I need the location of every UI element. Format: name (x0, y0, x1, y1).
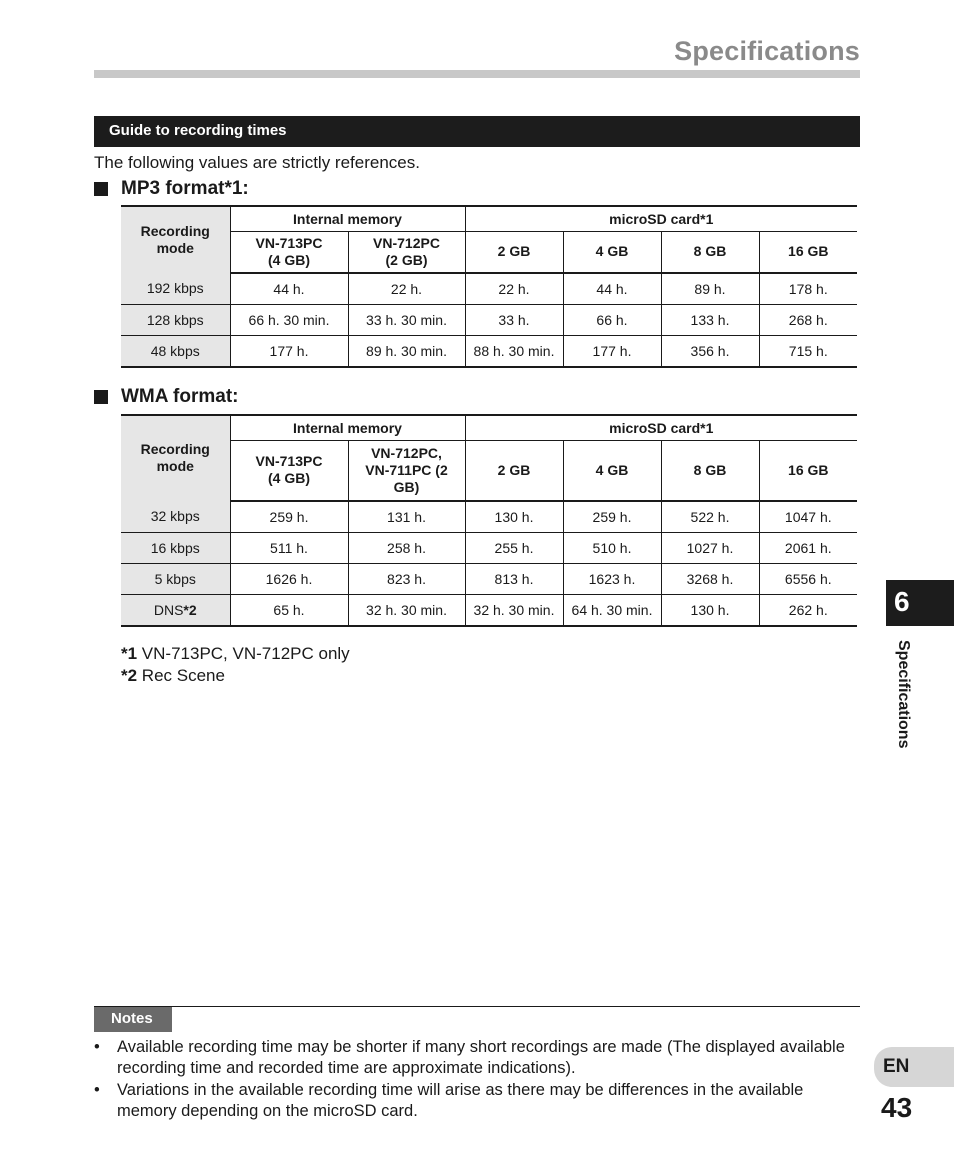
time-cell: 22 h. (348, 273, 465, 305)
mode-cell: 192 kbps (121, 273, 230, 305)
table-row (121, 501, 857, 533)
table-row (121, 594, 857, 626)
notes-rule (94, 1006, 860, 1007)
time-cell: 715 h. (759, 335, 857, 367)
square-bullet-icon (94, 182, 108, 196)
card-header: 4 GB (563, 441, 661, 501)
mp3-table (121, 205, 857, 368)
model-header: VN-712PC (2 GB) (348, 232, 465, 273)
wma-heading-text: WMA format: (121, 386, 239, 407)
time-cell: 255 h. (465, 532, 563, 563)
chapter-label: Specifications (895, 640, 912, 749)
notes-list (94, 1037, 854, 1123)
chapter-number: 6 (894, 586, 910, 617)
time-cell: 3268 h. (661, 563, 759, 594)
card-header: 2 GB (465, 441, 563, 501)
notes-label-text: Notes (111, 1010, 153, 1027)
time-cell: 66 h. (563, 304, 661, 335)
card-header: 2 GB (465, 232, 563, 273)
list-item: • Available recording time may be shorter if many short recordings are made (The displayed available recording time and recorded time are approximate indications). (94, 1037, 854, 1079)
language-tab (874, 1047, 954, 1087)
chapter-tab (886, 580, 954, 626)
footnote-marker: *2 (183, 601, 197, 618)
model-header: VN-712PC, VN-711PC (2 GB) (348, 441, 465, 501)
time-cell: 88 h. 30 min. (465, 335, 563, 367)
time-cell: 130 h. (661, 594, 759, 626)
microsd-header: microSD card*1 (465, 206, 857, 232)
card-header: 16 GB (759, 441, 857, 501)
table-row (121, 563, 857, 594)
time-cell: 813 h. (465, 563, 563, 594)
time-cell: 44 h. (230, 273, 348, 305)
mode-cell: 32 kbps (121, 501, 230, 533)
mp3-heading (94, 178, 249, 200)
card-header: 4 GB (563, 232, 661, 273)
time-cell: 130 h. (465, 501, 563, 533)
footnote: *2 Rec Scene (121, 666, 225, 685)
mp3-heading-text: MP3 format*1: (121, 178, 249, 199)
intro-text: The following values are strictly references. (94, 153, 420, 172)
microsd-header: microSD card*1 (465, 415, 857, 441)
card-header: 16 GB (759, 232, 857, 273)
time-cell: 259 h. (563, 501, 661, 533)
time-cell: 44 h. (563, 273, 661, 305)
footnotes (121, 643, 350, 687)
time-cell: 1626 h. (230, 563, 348, 594)
time-cell: 510 h. (563, 532, 661, 563)
time-cell: 33 h. 30 min. (348, 304, 465, 335)
wma-heading (94, 386, 239, 408)
time-cell: 1047 h. (759, 501, 857, 533)
section-bar (94, 116, 860, 147)
time-cell: 1027 h. (661, 532, 759, 563)
time-cell: 32 h. 30 min. (465, 594, 563, 626)
time-cell: 259 h. (230, 501, 348, 533)
notes-label (94, 1007, 172, 1032)
card-header: 8 GB (661, 441, 759, 501)
language-code: EN (883, 1056, 910, 1077)
time-cell: 1623 h. (563, 563, 661, 594)
wma-table (121, 414, 857, 627)
time-cell: 262 h. (759, 594, 857, 626)
square-bullet-icon (94, 390, 108, 404)
time-cell: 133 h. (661, 304, 759, 335)
time-cell: 178 h. (759, 273, 857, 305)
mode-cell: 128 kbps (121, 304, 230, 335)
mode-cell: 16 kbps (121, 532, 230, 563)
mode-cell: DNS*2 (121, 594, 230, 626)
time-cell: 32 h. 30 min. (348, 594, 465, 626)
time-cell: 177 h. (230, 335, 348, 367)
time-cell: 177 h. (563, 335, 661, 367)
table-row (121, 335, 857, 367)
time-cell: 258 h. (348, 532, 465, 563)
time-cell: 268 h. (759, 304, 857, 335)
footnote: *1 VN-713PC, VN-712PC only (121, 644, 350, 663)
table-row (121, 532, 857, 563)
time-cell: 2061 h. (759, 532, 857, 563)
time-cell: 33 h. (465, 304, 563, 335)
time-cell: 356 h. (661, 335, 759, 367)
list-item: • Variations in the available recording time will arise as there may be differences in the available memory depending on the microSD card. (94, 1080, 854, 1122)
mode-cell: 5 kbps (121, 563, 230, 594)
table-row (121, 273, 857, 305)
time-cell: 89 h. 30 min. (348, 335, 465, 367)
time-cell: 64 h. 30 min. (563, 594, 661, 626)
time-cell: 22 h. (465, 273, 563, 305)
time-cell: 522 h. (661, 501, 759, 533)
table-row (121, 304, 857, 335)
header-rule (94, 70, 860, 78)
mode-header: Recording mode (121, 206, 230, 273)
section-title: Guide to recording times (109, 122, 287, 139)
model-header: VN-713PC (4 GB) (230, 232, 348, 273)
time-cell: 6556 h. (759, 563, 857, 594)
card-header: 8 GB (661, 232, 759, 273)
page-number: 43 (881, 1092, 913, 1123)
time-cell: 511 h. (230, 532, 348, 563)
mode-cell: 48 kbps (121, 335, 230, 367)
mode-header: Recording mode (121, 415, 230, 501)
internal-memory-header: Internal memory (230, 206, 465, 232)
internal-memory-header: Internal memory (230, 415, 465, 441)
page-title: Specifications (674, 36, 860, 66)
time-cell: 131 h. (348, 501, 465, 533)
time-cell: 823 h. (348, 563, 465, 594)
time-cell: 89 h. (661, 273, 759, 305)
time-cell: 66 h. 30 min. (230, 304, 348, 335)
model-header: VN-713PC (4 GB) (230, 441, 348, 501)
time-cell: 65 h. (230, 594, 348, 626)
